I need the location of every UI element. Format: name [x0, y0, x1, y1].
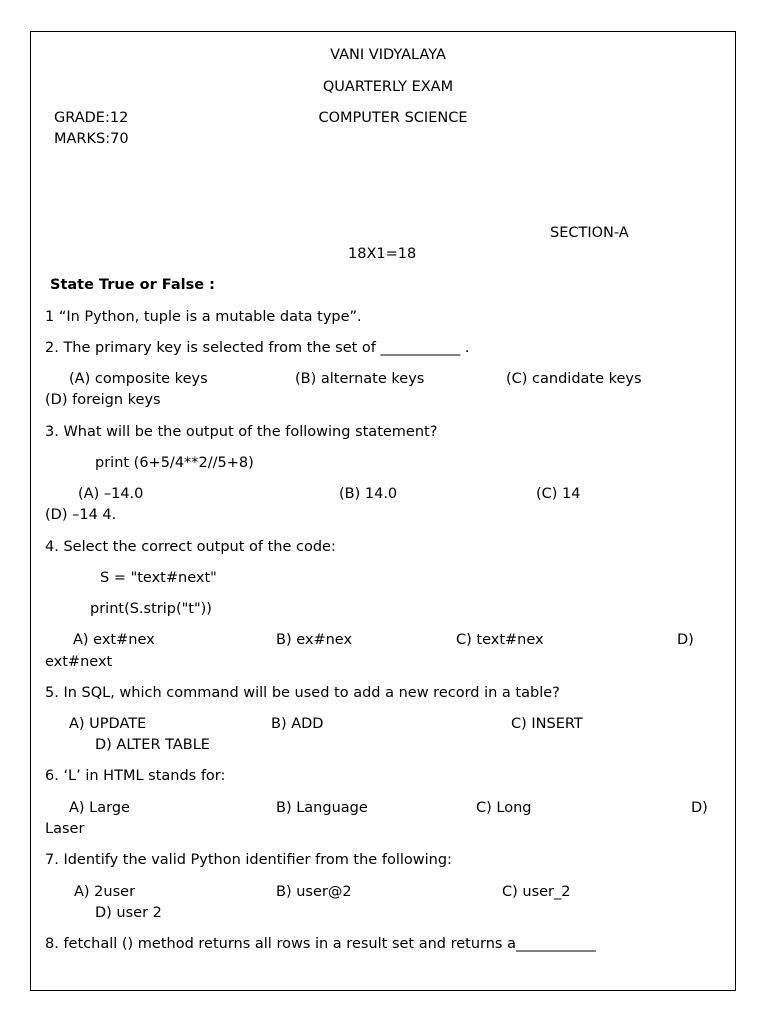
q2-option-a: (A) composite keys [69, 371, 208, 387]
q5-option-a: A) UPDATE [69, 716, 147, 732]
grade-label: GRADE:12 [54, 110, 129, 126]
question-4: 4. Select the correct output of the code: [45, 539, 336, 555]
question-5: 5. In SQL, which command will be used to add a new record in a table? [45, 685, 560, 701]
q7-option-d: D) user 2 [95, 905, 162, 921]
q4-code-line-2: print(S.strip("t")) [90, 601, 212, 617]
exam-title: QUARTERLY EXAM [322, 79, 454, 95]
school-name: VANI VIDYALAYA [330, 47, 446, 63]
q6-option-d-label: D) [691, 800, 708, 816]
q3-option-b: (B) 14.0 [339, 486, 398, 502]
q3-option-d: (D) –14 4. [45, 507, 117, 523]
q3-code: print (6+5/4**2//5+8) [95, 455, 254, 471]
q4-option-a: A) ext#nex [73, 632, 155, 648]
marks-label: MARKS:70 [54, 131, 129, 147]
question-7: 7. Identify the valid Python identifier from the following: [45, 852, 452, 868]
q7-option-a: A) 2user [74, 884, 136, 900]
subject-title: COMPUTER SCIENCE [318, 110, 468, 126]
section-marks: 18X1=18 [348, 246, 417, 262]
question-2: 2. The primary key is selected from the set of ___________ . [45, 340, 470, 356]
section-title: SECTION-A [550, 225, 629, 241]
question-8: 8. fetchall () method returns all rows in a result set and returns a___________ [45, 936, 596, 952]
q6-option-b: B) Language [276, 800, 368, 816]
q2-option-b: (B) alternate keys [295, 371, 425, 387]
q4-option-d-label: D) [677, 632, 694, 648]
q7-option-c: C) user_2 [502, 884, 571, 900]
q6-option-a: A) Large [69, 800, 130, 816]
q4-option-d-text: ext#next [45, 654, 113, 670]
q3-option-c: (C) 14 [536, 486, 581, 502]
q4-option-c: C) text#nex [456, 632, 544, 648]
question-1: 1 “In Python, tuple is a mutable data type”. [45, 309, 362, 325]
q5-option-c: C) INSERT [511, 716, 583, 732]
q5-option-b: B) ADD [271, 716, 324, 732]
q7-option-b: B) user@2 [276, 884, 352, 900]
q6-option-d-text: Laser [45, 821, 85, 837]
exam-page [30, 31, 736, 991]
q2-option-d: (D) foreign keys [45, 392, 161, 408]
q4-code-line-1: S = "text#next" [100, 570, 217, 586]
question-6: 6. ‘L’ in HTML stands for: [45, 768, 226, 784]
q5-option-d: D) ALTER TABLE [95, 737, 210, 753]
section-instruction: State True or False : [50, 277, 215, 293]
question-3: 3. What will be the output of the following statement? [45, 424, 438, 440]
q3-option-a: (A) –14.0 [78, 486, 144, 502]
q6-option-c: C) Long [476, 800, 532, 816]
q2-option-c: (C) candidate keys [506, 371, 642, 387]
q4-option-b: B) ex#nex [276, 632, 353, 648]
